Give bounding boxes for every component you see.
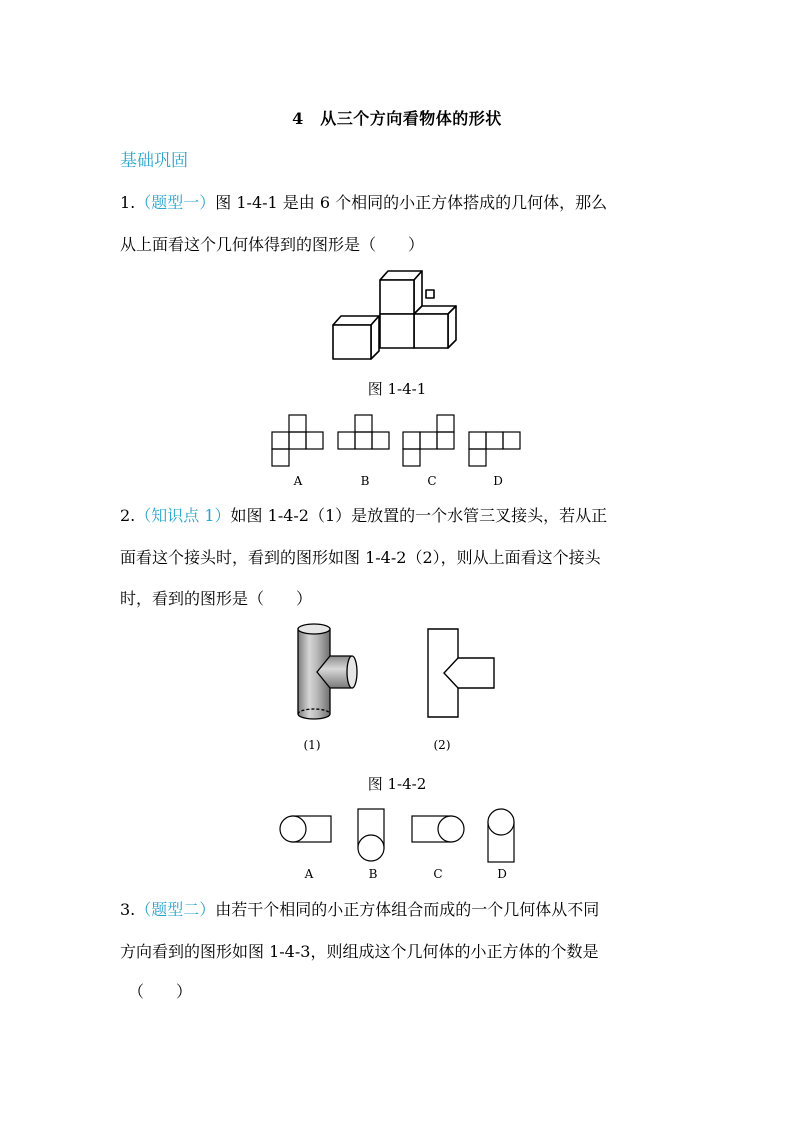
q2-option-b-label: B — [368, 867, 378, 881]
q3-text1: 由若干个相同的小正方体组合而成的一个几何体从不同 — [215, 900, 600, 919]
q2-option-d-figure — [487, 808, 517, 864]
q1-option-a-label: A — [293, 474, 303, 488]
figure-1-4-2-sub2-label: (2) — [433, 738, 451, 752]
figure-1-4-2-pipe-3d — [295, 622, 360, 722]
q3-tag: （题型二） — [135, 900, 216, 919]
q1-option-b-label: B — [360, 474, 370, 488]
q1-option-c-label: C — [427, 474, 437, 488]
q1-line2: 从上面看这个几何体得到的图形是（ ） — [120, 235, 425, 254]
q1-line1 — [120, 190, 607, 213]
q1-number: 1. — [120, 193, 136, 212]
q2-line2: 面看这个接头时，看到的图形如图 1-4-2（2），则从上面看这个接头 — [120, 548, 601, 567]
q2-line3: 时，看到的图形是（ ） — [120, 589, 313, 608]
q2-tag: （知识点 1） — [135, 506, 231, 525]
page-title: 4 从三个方向看物体的形状 — [292, 109, 502, 128]
q1-option-c-figure — [402, 414, 458, 470]
figure-1-4-2-front-view — [427, 628, 497, 720]
q2-option-a-label: A — [304, 867, 314, 881]
q1-option-d-figure — [468, 431, 524, 471]
q2-option-a-figure — [279, 815, 335, 845]
q3-line1 — [120, 897, 599, 920]
q2-text1: 如图 1-4-2（1）是放置的一个水管三叉接头，若从正 — [230, 506, 608, 525]
q1-option-a-figure — [271, 414, 327, 470]
q3-line2: 方向看到的图形如图 1-4-3，则组成这个几何体的小正方体的个数是 — [120, 942, 599, 961]
figure-1-4-1-cubes — [330, 268, 465, 363]
q1-option-d-label: D — [493, 474, 503, 488]
q2-option-c-figure — [411, 815, 469, 845]
figure-1-4-1-caption: 图 1-4-1 — [367, 380, 427, 398]
section-heading: 基础巩固 — [120, 151, 188, 171]
q2-option-c-label: C — [433, 867, 443, 881]
q1-text1: 图 1-4-1 是由 6 个相同的小正方体搭成的几何体，那么 — [215, 193, 608, 212]
q2-option-b-figure — [357, 808, 387, 864]
figure-1-4-2-caption: 图 1-4-2 — [367, 775, 427, 793]
q2-line1 — [120, 503, 607, 526]
q3-line3: （ ） — [128, 982, 193, 1001]
q1-tag: （题型一） — [135, 193, 216, 212]
figure-1-4-2-sub1-label: (1) — [303, 738, 321, 752]
q1-option-b-figure — [337, 414, 393, 470]
q3-number: 3. — [120, 900, 136, 919]
q2-option-d-label: D — [497, 867, 507, 881]
q2-number: 2. — [120, 506, 136, 525]
